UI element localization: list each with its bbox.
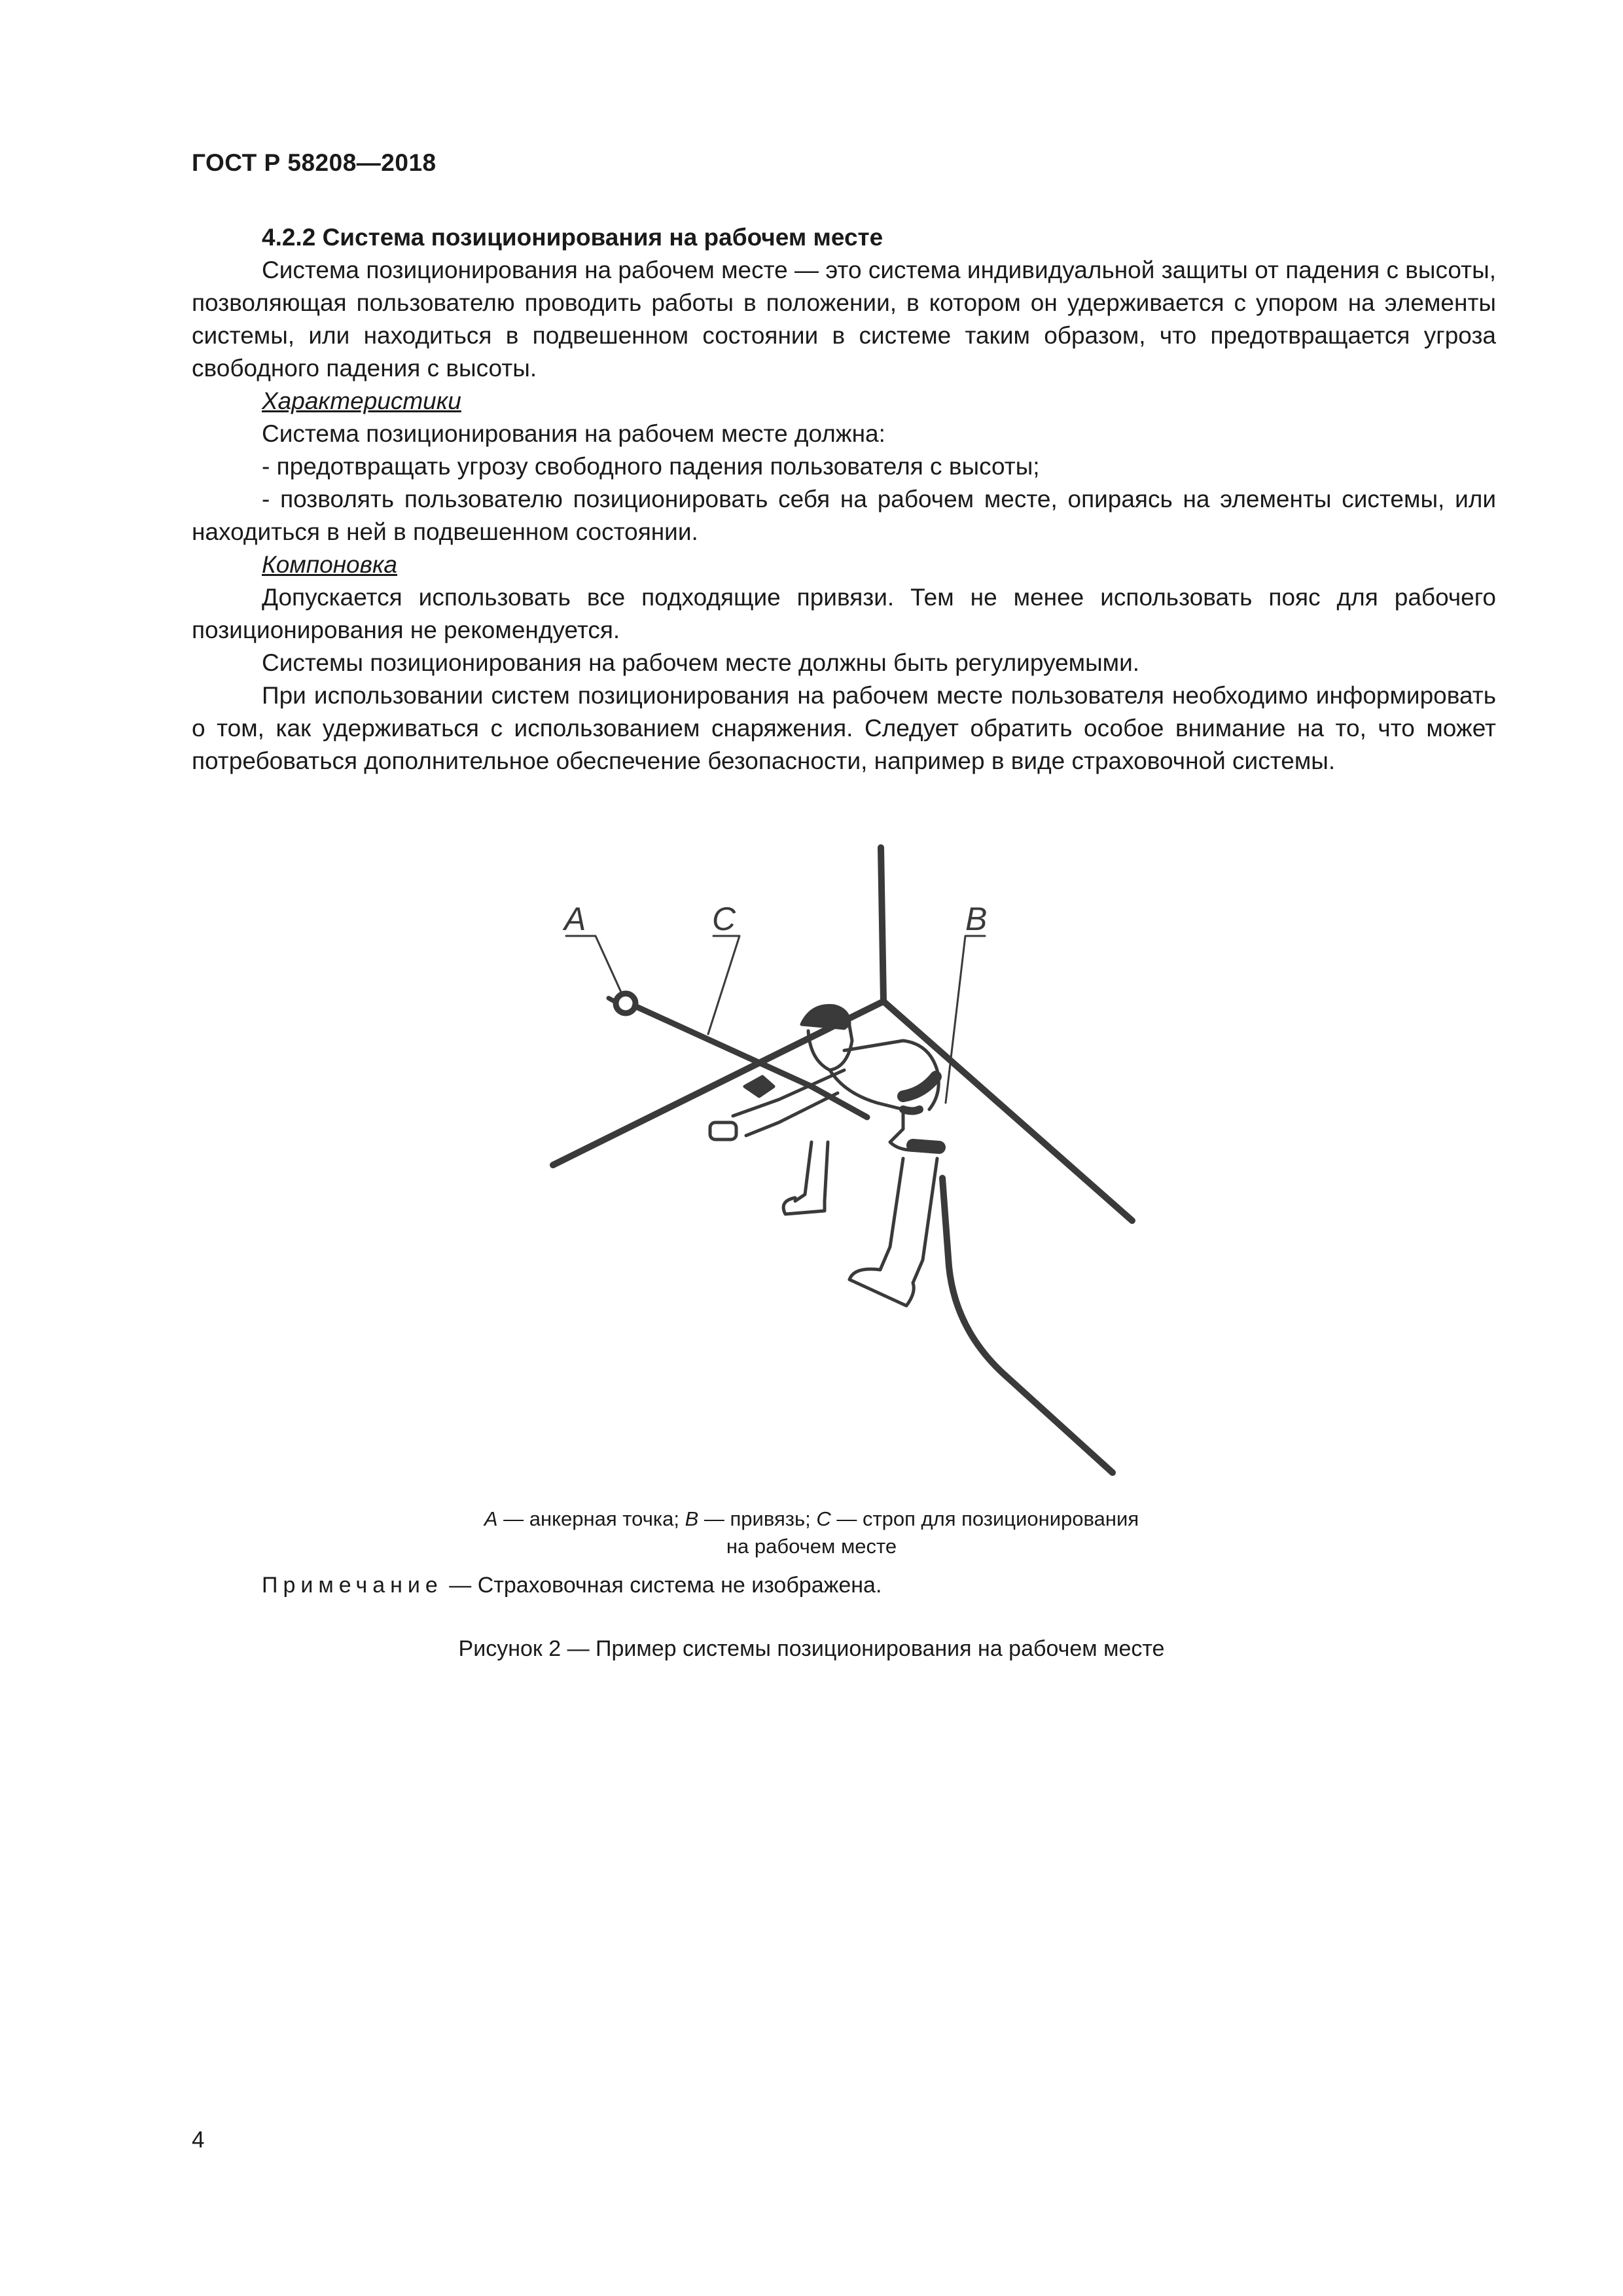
legend-key-b: B	[685, 1507, 699, 1530]
list-item-prevent: - предотвращать угрозу свободного падения пользователя с высоты;	[262, 453, 1040, 480]
note-label: Примечание	[262, 1573, 443, 1598]
figure-caption: Рисунок 2 — Пример системы позиционирования на рабочем месте	[458, 1636, 1165, 1661]
label-a: A	[564, 901, 586, 937]
worker-figure	[710, 1006, 939, 1306]
paragraph-requirements: Система позиционирования на рабочем месте должна:	[262, 420, 885, 447]
legend-line-1	[0, 1505, 1623, 1533]
legend-key-c: C	[816, 1507, 831, 1530]
page-number: 4	[192, 2127, 205, 2153]
legend-text-c: — строп для позиционирования	[830, 1507, 1139, 1530]
legend-line-2: на рабочем месте	[726, 1535, 897, 1558]
note-text: — Страховочная система не изображена.	[442, 1573, 882, 1598]
subheading-characteristics-text: Характеристики	[262, 387, 461, 414]
paragraph-instructions: При использовании систем позиционирования на рабочем месте пользователя необходимо информировать о том, как удерживаться с использованием снаряжения. Следует обратить особое внимание на то, что может потребоваться дополнительное обеспечение безопасности, например в виде страховочной системы.	[192, 682, 1496, 774]
legend-text-b: — привязь;	[698, 1507, 817, 1530]
label-c: C	[712, 901, 736, 937]
document-header: ГОСТ Р 58208—2018	[192, 149, 437, 176]
wall-edge-vertical	[881, 848, 883, 1001]
section-body	[192, 221, 1496, 778]
subheading-layout	[192, 548, 1496, 581]
anchor-point-icon	[616, 994, 635, 1013]
leader-line-c	[708, 936, 740, 1034]
subheading-layout-text: Компоновка	[262, 551, 397, 578]
section-heading: 4.2.2 Система позиционирования на рабочем месте	[262, 224, 883, 251]
subheading-characteristics	[192, 385, 1496, 418]
legend-key-a: A	[484, 1507, 498, 1530]
list-item-position: - позволять пользователю позиционировать себя на рабочем месте, опираясь на элементы системы, или находиться в ней в подвешенном состоянии.	[192, 486, 1496, 545]
safety-rope	[942, 1178, 1113, 1473]
figure-note	[262, 1573, 882, 1598]
paragraph-definition: Система позиционирования на рабочем месте — это система индивидуальной защиты от падения с высоты, позволяющая пользователю проводить работы в положении, в котором он удерживается с упором на элементы системы, или находиться в подвешенном состоянии в системе таким образом, что предотвращается угроза свободного падения с высоты.	[192, 257, 1496, 382]
figure-illustration	[537, 834, 1158, 1476]
figure-legend	[0, 1505, 1623, 1560]
figure-work-positioning	[537, 834, 1158, 1476]
leader-line-a	[566, 936, 622, 994]
legend-text-a: — анкерная точка;	[497, 1507, 685, 1530]
paragraph-adjustable: Системы позиционирования на рабочем месте должны быть регулируемыми.	[262, 649, 1140, 676]
paragraph-harness: Допускается использовать все подходящие привязи. Тем не менее использовать пояс для рабочего позиционирования не рекомендуется.	[192, 584, 1496, 643]
label-b: B	[965, 901, 988, 937]
